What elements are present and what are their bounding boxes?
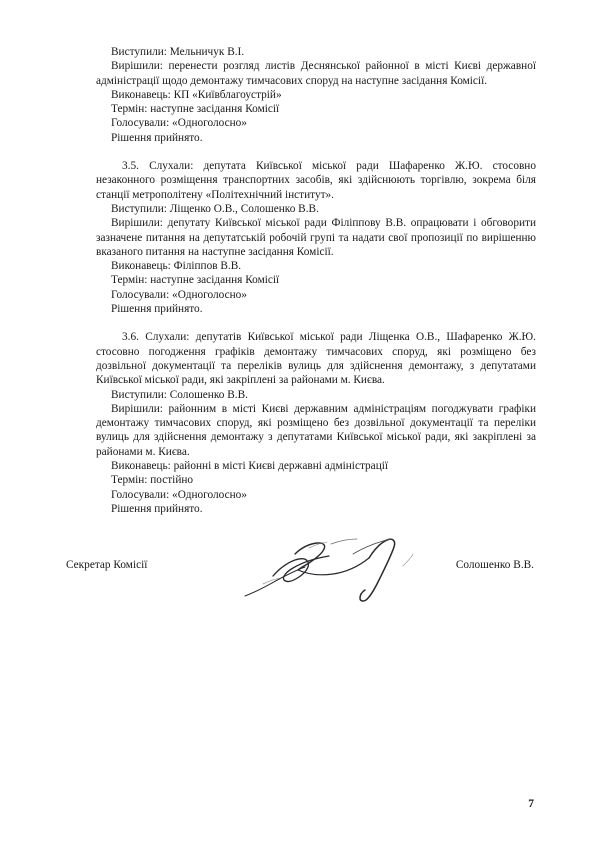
signatory-role: Секретар Комісії <box>66 559 148 571</box>
signatory-name: Солошенко В.В. <box>455 559 534 571</box>
speakers-line: Виступили: Солошенко В.В. <box>111 388 248 401</box>
vote-line: Голосували: «Одноголосно» <box>111 117 247 130</box>
result-line: Рішення прийнято. <box>111 502 203 515</box>
signature-block <box>66 558 534 572</box>
page-number: 7 <box>528 798 534 810</box>
agenda-heading-3-6: 3.6. Слухали: депутатів Київської міської ради Ліщенка О.В., Шафаренко Ж.Ю. стосовно погодження графіків демонтажу тимчасових споруд, які розміщено без дозвільної документації та переліків вулиць для здійснення демонтажу, з депутатами Київської міської ради, які закріплені за районами м. Києва. <box>96 331 536 387</box>
deadline-line: Термін: наступне засідання Комісії <box>111 274 280 287</box>
paragraph-spacer <box>96 145 536 159</box>
deadline-line: Термін: постійно <box>111 474 194 487</box>
decision-line: Вирішили: районним в місті Києві державним адміністраціям погоджувати графіки демонтажу тимчасових споруд, які розміщено без дозвільної документації та переліки вулиць для здійснення демонтажу з депутатами Київської міської ради, які закріплені за районами м. Києва. <box>96 402 536 458</box>
paragraph-spacer <box>96 316 536 330</box>
minutes-block-3-5 <box>96 159 536 316</box>
minutes-block-3-6 <box>96 330 536 516</box>
minutes-block-previous <box>96 45 536 145</box>
agenda-heading-3-5: 3.5. Слухали: депутата Київської міської ради Шафаренко Ж.Ю. стосовно незаконного розміщення транспортних засобів, які здійснюють торгівлю, зокрема біля станції метрополітену «Політехнічний інститут». <box>96 160 536 201</box>
result-line: Рішення прийнято. <box>111 131 203 144</box>
deadline-line: Термін: наступне засідання Комісії <box>111 103 280 116</box>
handwritten-signature-icon <box>243 536 433 608</box>
decision-line: Вирішили: депутату Київської міської ради Філіппову В.В. опрацювати і обговорити зазначене питання на депутатській робочій групі та надати свої пропозиції по вирішенню вказаного питання на наступне засідання Комісії. <box>96 217 536 258</box>
decision-line: Вирішили: перенести розгляд листів Деснянської районної в місті Києві державної адміністрації щодо демонтажу тимчасових споруд на наступне засідання Комісії. <box>96 60 536 87</box>
executor-line: Виконавець: КП «Київблагоустрій» <box>111 88 282 101</box>
document-text-body <box>96 45 536 516</box>
vote-line: Голосували: «Одноголосно» <box>111 488 247 501</box>
speakers-line: Виступили: Ліщенко О.В., Солошенко В.В. <box>111 202 319 215</box>
vote-line: Голосували: «Одноголосно» <box>111 288 247 301</box>
executor-line: Виконавець: Філіппов В.В. <box>111 260 242 273</box>
result-line: Рішення прийнято. <box>111 303 203 316</box>
executor-line: Виконавець: районні в місті Києві державні адміністрації <box>111 460 389 473</box>
speakers-line: Виступили: Мельничук В.І. <box>111 46 245 58</box>
